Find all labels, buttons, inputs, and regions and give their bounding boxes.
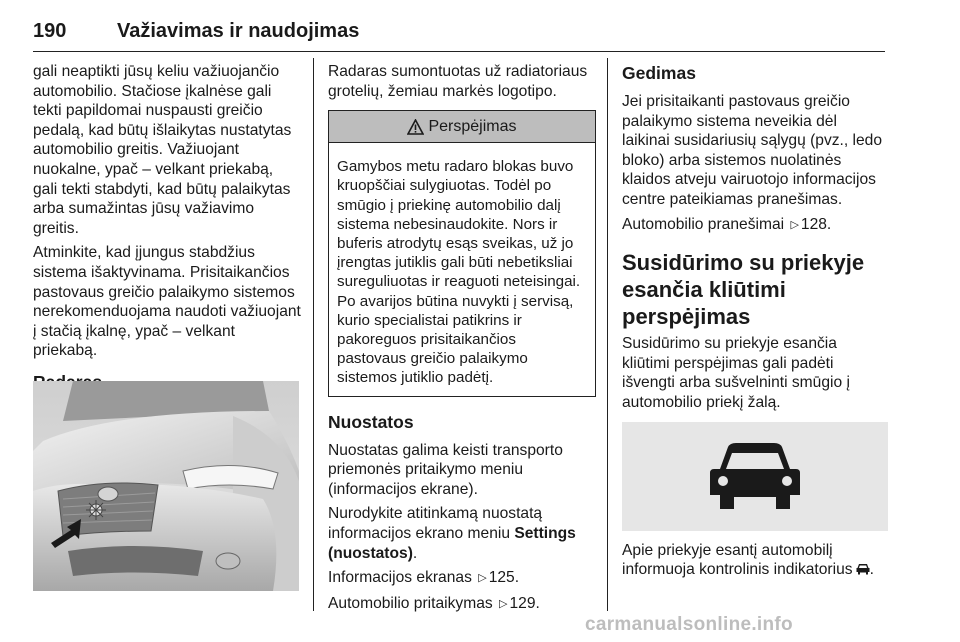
car-indicator-icon (856, 563, 870, 575)
car-front-icon (706, 441, 804, 511)
column-divider (607, 58, 608, 611)
reference-arrow-icon: ▷ (499, 597, 508, 610)
cross-reference[interactable] (328, 568, 598, 589)
chapter-title: Važiavimas ir naudojimas (117, 20, 360, 42)
warning-title: Perspėjimas (428, 117, 517, 135)
reference-label: Automobilio pranešimai (622, 215, 785, 233)
reference-label: Automobilio pritaikymas (328, 594, 493, 612)
column-middle (328, 62, 598, 619)
reference-arrow-icon: ▷ (790, 218, 799, 231)
warning-triangle-icon (407, 119, 424, 135)
column-divider (313, 58, 314, 611)
reference-arrow-icon: ▷ (478, 572, 487, 585)
reference-label: Informacijos ekranas (328, 569, 472, 587)
menu-name: Settings (nuostatos) (328, 525, 576, 562)
reference-page: 125. (488, 569, 520, 587)
warning-header (329, 111, 595, 143)
section-heading-settings: Nuostatos (328, 411, 414, 432)
car-front-illustration (33, 381, 299, 591)
text-span: . (412, 544, 418, 562)
car-front-photo (33, 381, 299, 591)
paragraph: Susidūrimo su priekyje esančia kliūtimi perspėjimas gali padėti išvengti arba sušvelninti smūgio į automobilio priekį žalą. (622, 335, 850, 411)
paragraph: gali neaptikti jūsų keliu važiuojančio automobilio. Stačiose įkalnėse gali tekti papildomai nuspausti greičio pedalą, kad būtų išlaikytas nustatytas automobilio greitis. Važiuojant nuokalne, ypač – velkant priekabą, gali tekti stabdyti, kad būtų palaikytas arba sumažintas jūsų važiavimo greitis. (33, 63, 292, 237)
text-span: Nurodykite atitinkamą nuostatą informacijos ekrano meniu (328, 505, 543, 542)
paragraph: Atminkite, kad įjungus stabdžius sistema išaktyvinama. Prisitaikančios pastovaus greičio palaikymo sistemos nerekomenduojama naudoti važiuojant į stačią įkalnę, ypač – velkant priekabą. (33, 244, 301, 360)
watermark: carmanualsonline.info (585, 614, 793, 635)
paragraph (622, 541, 888, 580)
section-heading-faults: Gedimas (622, 63, 696, 83)
section-heading-collision: Susidūrimo su priekyje esančia kliūtimi perspėjimas (622, 250, 865, 330)
indicator-icon-box (622, 422, 888, 531)
column-left (33, 62, 301, 407)
paragraph: Radaras sumontuotas už radiatoriaus grotelių, žemiau markės logotipo. (328, 63, 588, 100)
paragraph: Nuostatas galima keisti transporto priemonės pritaikymo meniu (informacijos ekrane). (328, 441, 563, 498)
warning-text: Gamybos metu radaro blokas buvo kruopščiai sulygiuotas. Todėl po smūgio į priekinę automobilio dalį sistema nebesinaudokite. Nors ir buferis atrodytų esąs sveikas, už jo įrengtas jutiklis gali būti nebetiksliai sureguliuotas ir reaguoti neteisingai. Po avarijos būtina nuvykti į servisą, kurio specialistai patikrins ir pakoreguos prisitaikančios pastovaus greičio palaikymo sistemos jutiklio padėtį. (337, 158, 581, 387)
column-right (622, 62, 888, 585)
page-header (33, 12, 885, 52)
paragraph: Jei prisitaikanti pastovaus greičio palaikymo sistema neveikia dėl laikinai susidariusių sąlygų (pvz., ledo bloko) arba sistemos nuolatinės klaidos atveju vairuotojo informacijos centre pateikiamas pranešimas. (622, 93, 883, 208)
text-span: Apie priekyje esantį automobilį informuoja kontrolinis indikatorius (622, 541, 853, 579)
reference-page: 128. (800, 215, 832, 233)
paragraph (328, 504, 598, 563)
text-span: . (869, 561, 874, 579)
cross-reference[interactable] (328, 594, 598, 615)
radar-sensor-marker (86, 500, 106, 520)
reference-page: 129. (509, 594, 540, 612)
cross-reference[interactable] (622, 215, 888, 236)
page-number: 190 (33, 20, 67, 42)
warning-box (328, 110, 596, 396)
